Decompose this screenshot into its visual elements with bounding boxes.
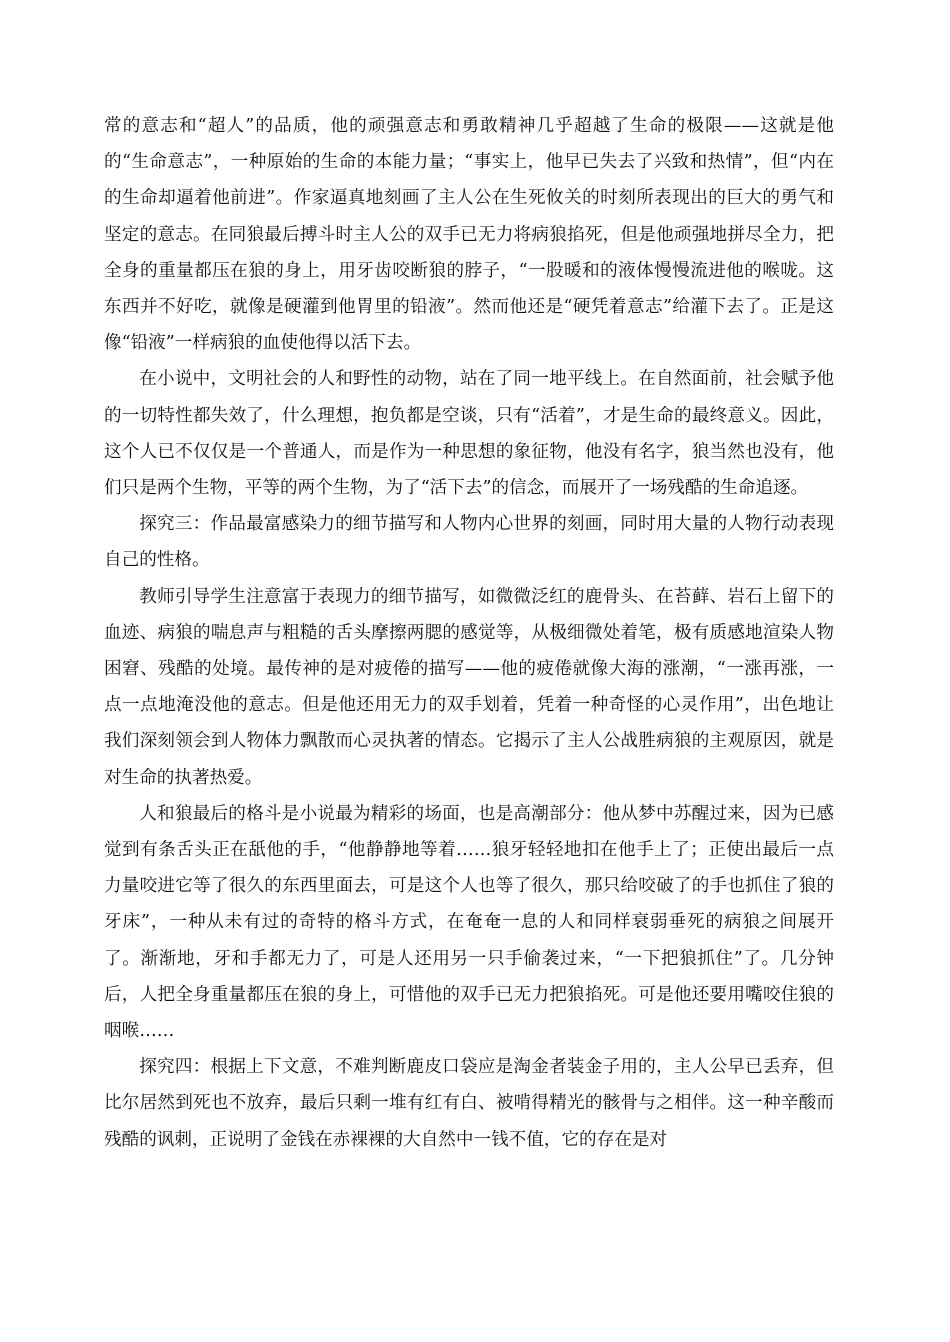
paragraph-inquiry-four: 探究四：根据上下文意，不难判断鹿皮口袋应是淘金者装金子用的，主人公早已丢弃，但比尔居然到死也不放弃，最后只剩一堆有红有白、被啃得精光的骸骨与之相伴。这一种辛酸而残酷的讽刺，正说明了金钱在赤裸裸的大自然中一钱不值，它的存在是对: [104, 1057, 834, 1150]
document-body: [104, 108, 834, 1158]
paragraph-inquiry-three: 探究三：作品最富感染力的细节描写和人物内心世界的刻画，同时用大量的人物行动表现自己的性格。: [104, 514, 834, 571]
paragraph-final-fight: 人和狼最后的格斗是小说最为精彩的场面，也是高潮部分：他从梦中苏醒过来，因为已感觉到有条舌头正在舐他的手，“他静静地等着……狼牙轻轻地扣在他手上了；正使出最后一点力量咬进它等了很久的东西里面去，可是这个人也等了很久，那只给咬破了的手也抓住了狼的牙床”，一种从未有过的奇特的格斗方式，在奄奄一息的人和同样衰弱垂死的病狼之间展开了。渐渐地，牙和手都无力了，可是人还用另一只手偷袭过来，“一下把狼抓住”了。几分钟后，人把全身重量都压在狼的身上，可惜他的双手已无力把狼掐死。可是他还要用嘴咬住狼的咽喉……: [104, 803, 834, 1042]
paragraph-detail-description: 教师引导学生注意富于表现力的细节描写，如微微泛红的鹿骨头、在苔藓、岩石上留下的血迹、病狼的喘息声与粗糙的舌头摩擦两腮的感觉等，从极细微处着笔，极有质感地渲染人物困窘、残酷的处境。最传神的是对疲倦的描写——他的疲倦就像大海的涨潮，“一涨再涨，一点一点地淹没他的意志。但是他还用无力的双手划着，凭着一种奇怪的心灵作用”，出色地让我们深刻领会到人物体力飘散而心灵执著的情态。它揭示了主人公战胜病狼的主观原因，就是对生命的执著热爱。: [104, 586, 834, 788]
paragraph-civilization-and-wildness: 在小说中，文明社会的人和野性的动物，站在了同一地平线上。在自然面前，社会赋予他的一切特性都失效了，什么理想，抱负都是空谈，只有“活着”，才是生命的最终意义。因此，这个人已不仅仅是一个普通人，而是作为一种思想的象征物，他没有名字，狼当然也没有，他们只是两个生物，平等的两个生物，为了“活下去”的信念，而展开了一场残酷的生命追逐。: [104, 369, 834, 499]
paragraph-continued: 常的意志和“超人”的品质，他的顽强意志和勇敢精神几乎超越了生命的极限——这就是他的“生命意志”，一种原始的生命的本能力量；“事实上，他早已失去了兴致和热情”，但“内在的生命却逼着他前进”。作家逼真地刻画了主人公在生死攸关的时刻所表现出的巨大的勇气和坚定的意志。在同狼最后搏斗时主人公的双手已无力将病狼掐死，但是他顽强地拼尽全力，把全身的重量都压在狼的身上，用牙齿咬断狼的脖子，“一股暖和的液体慢慢流进他的喉咙。这东西并不好吃，就像是硬灌到他胃里的铅液”。然而他还是“硬凭着意志”给灌下去了。正是这像“铅液”一样病狼的血使他得以活下去。: [104, 116, 834, 354]
